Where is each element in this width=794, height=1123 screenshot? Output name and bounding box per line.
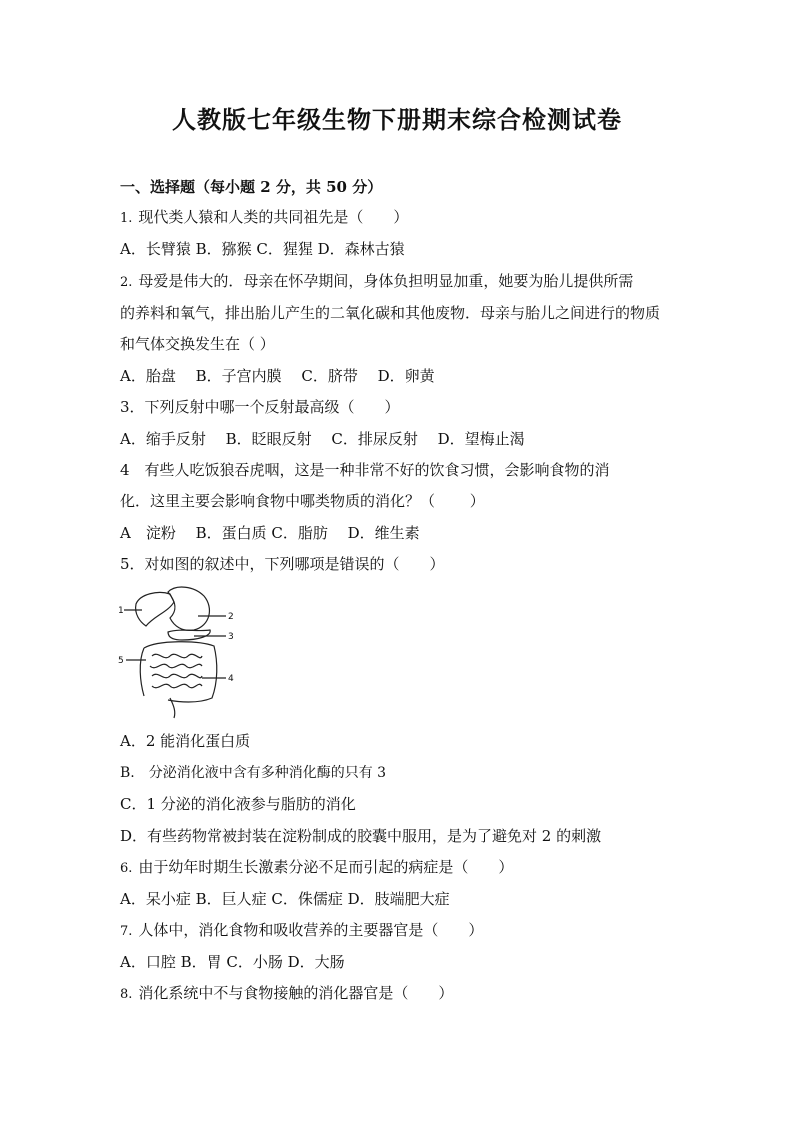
liver-shape: [136, 592, 174, 626]
question-number: 8.: [120, 987, 133, 1002]
question-4: 4 有些人吃饭狼吞虎咽，这是一种非常不好的饮食习惯，会影响食物的消: [120, 461, 610, 479]
question-5-option-a: A．2 能消化蛋白质: [120, 732, 251, 750]
question-7: [120, 919, 483, 940]
pancreas-shape: [168, 630, 210, 640]
figure-label-2: 2: [228, 612, 234, 622]
figure-label-4: 4: [228, 674, 234, 684]
stomach-shape: [168, 587, 209, 630]
small-intestine-shape: [150, 654, 202, 687]
question-7-options: A．口腔 B．胃 C．小肠 D．大肠: [120, 953, 345, 971]
question-6: [120, 856, 513, 877]
question-5-option-b: B. 分泌消化液中含有多种消化酶的只有 3: [120, 765, 387, 781]
question-number: 6.: [120, 861, 133, 876]
section-heading: 一、选择题（每小题 2 分，共 50 分）: [120, 178, 383, 196]
question-text: 现代类人猿和人类的共同祖先是（ ）: [138, 208, 409, 226]
question-number: 2.: [120, 275, 133, 290]
question-2-line-2: 的养料和氧气，排出胎儿产生的二氧化碳和其他废物．母亲与胎儿之间进行的物质: [120, 304, 661, 322]
question-2-options: A．胎盘 B．子宫内膜 C．脐带 D．卵黄: [120, 367, 435, 385]
question-3: 3．下列反射中哪一个反射最高级（ ）: [120, 398, 400, 416]
question-1-options: A．长臂猿 B．猕猴 C．猩猩 D．森林古猿: [120, 240, 405, 258]
question-number: 1.: [120, 211, 133, 226]
question-5: 5．对如图的叙述中，下列哪项是错误的（ ）: [120, 555, 445, 573]
question-1: [120, 206, 408, 227]
question-5-option-d: D．有些药物常被封装在淀粉制成的胶囊中服用，是为了避免对 2 的刺激: [120, 827, 602, 845]
figure-label-1: 1: [118, 606, 124, 616]
question-2-line-3: 和气体交换发生在（ ）: [120, 335, 275, 353]
digestive-system-figure: [118, 582, 238, 720]
question-6-options: A．呆小症 B．巨人症 C．侏儒症 D．肢端肥大症: [120, 890, 450, 908]
figure-label-3: 3: [228, 632, 234, 642]
page-title: 人教版七年级生物下册期末综合检测试卷: [172, 105, 622, 134]
question-3-options: A．缩手反射 B．眨眼反射 C．排尿反射 D．望梅止渴: [120, 430, 525, 448]
question-text: 由于幼年时期生长激素分泌不足而引起的病症是（ ）: [138, 858, 514, 876]
question-8: [120, 982, 453, 1003]
question-text: 母爱是伟大的．母亲在怀孕期间，身体负担明显加重，她要为胎儿提供所需: [138, 272, 634, 290]
question-4-options: A 淀粉 B．蛋白质 C．脂肪 D．维生素: [120, 524, 420, 542]
question-number: 7.: [120, 924, 133, 939]
question-5-option-c: C．1 分泌的消化液参与脂肪的消化: [120, 795, 356, 813]
question-2: [120, 270, 633, 291]
figure-label-5: 5: [118, 656, 124, 666]
question-text: 消化系统中不与食物接触的消化器官是（ ）: [138, 984, 454, 1002]
large-intestine-shape: [140, 642, 217, 702]
question-4-line-2: 化．这里主要会影响食物中哪类物质的消化？（ ）: [120, 492, 485, 510]
question-text: 人体中，消化食物和吸收营养的主要器官是（ ）: [138, 921, 484, 939]
